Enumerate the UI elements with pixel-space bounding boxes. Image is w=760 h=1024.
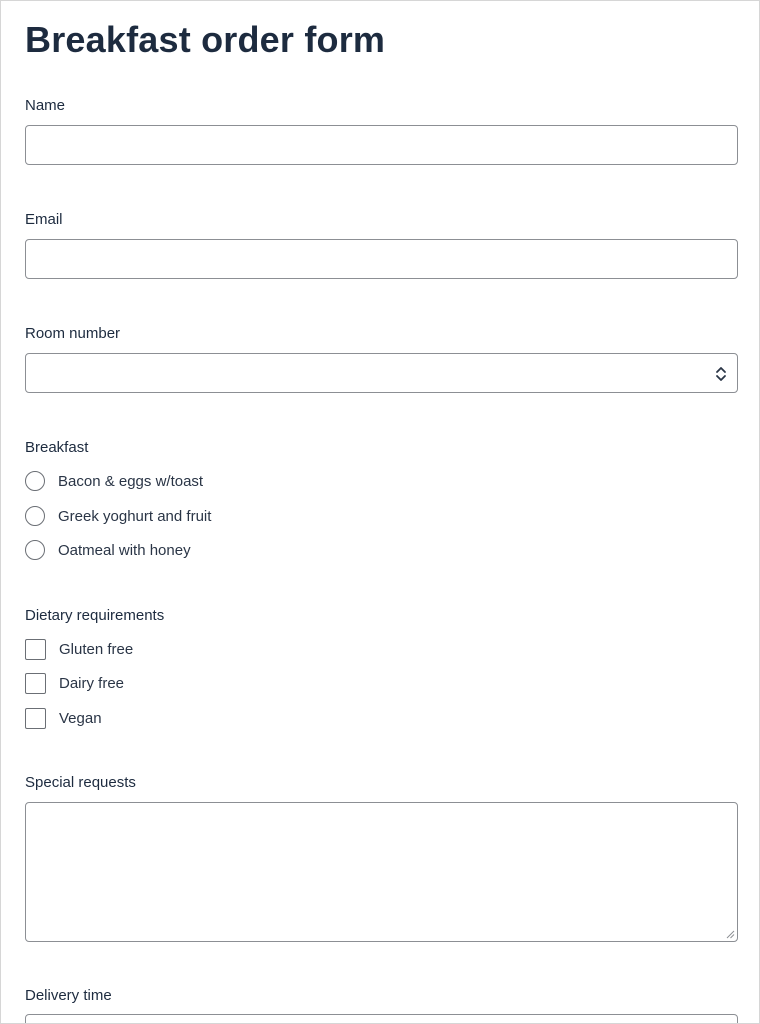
option-label: Greek yoghurt and fruit bbox=[58, 507, 212, 525]
breakfast-option-oatmeal[interactable] bbox=[25, 538, 191, 562]
name-label: Name bbox=[25, 97, 66, 114]
dietary-option-vegan[interactable] bbox=[25, 706, 102, 730]
option-label: Bacon & eggs w/toast bbox=[58, 472, 204, 490]
chevron-up-down-icon bbox=[715, 365, 727, 383]
radio-button[interactable] bbox=[25, 471, 45, 491]
page-title: Breakfast order form bbox=[25, 19, 386, 60]
checkbox[interactable] bbox=[25, 708, 46, 729]
checkbox[interactable] bbox=[25, 639, 46, 660]
dietary-option-dairy-free[interactable] bbox=[25, 671, 124, 695]
option-label: Dairy free bbox=[59, 674, 125, 692]
name-input[interactable] bbox=[25, 125, 738, 165]
checkbox[interactable] bbox=[25, 673, 46, 694]
dietary-label: Dietary requirements bbox=[25, 607, 165, 624]
option-label: Vegan bbox=[59, 709, 102, 727]
option-label: Oatmeal with honey bbox=[58, 541, 191, 559]
room-number-label: Room number bbox=[25, 325, 121, 342]
breakfast-label: Breakfast bbox=[25, 439, 89, 456]
radio-button[interactable] bbox=[25, 506, 45, 526]
option-label: Gluten free bbox=[59, 640, 134, 658]
dietary-option-gluten-free[interactable] bbox=[25, 637, 133, 661]
delivery-time-input[interactable] bbox=[25, 1014, 738, 1024]
email-label: Email bbox=[25, 211, 63, 228]
special-requests-label: Special requests bbox=[25, 774, 136, 791]
radio-button[interactable] bbox=[25, 540, 45, 560]
resize-handle-icon[interactable] bbox=[725, 929, 735, 939]
email-input[interactable] bbox=[25, 239, 738, 279]
breakfast-option-bacon[interactable] bbox=[25, 469, 203, 493]
room-number-select[interactable] bbox=[25, 353, 738, 393]
breakfast-option-yoghurt[interactable] bbox=[25, 504, 211, 528]
special-requests-textarea[interactable] bbox=[25, 802, 738, 942]
delivery-time-label: Delivery time bbox=[25, 987, 112, 1004]
